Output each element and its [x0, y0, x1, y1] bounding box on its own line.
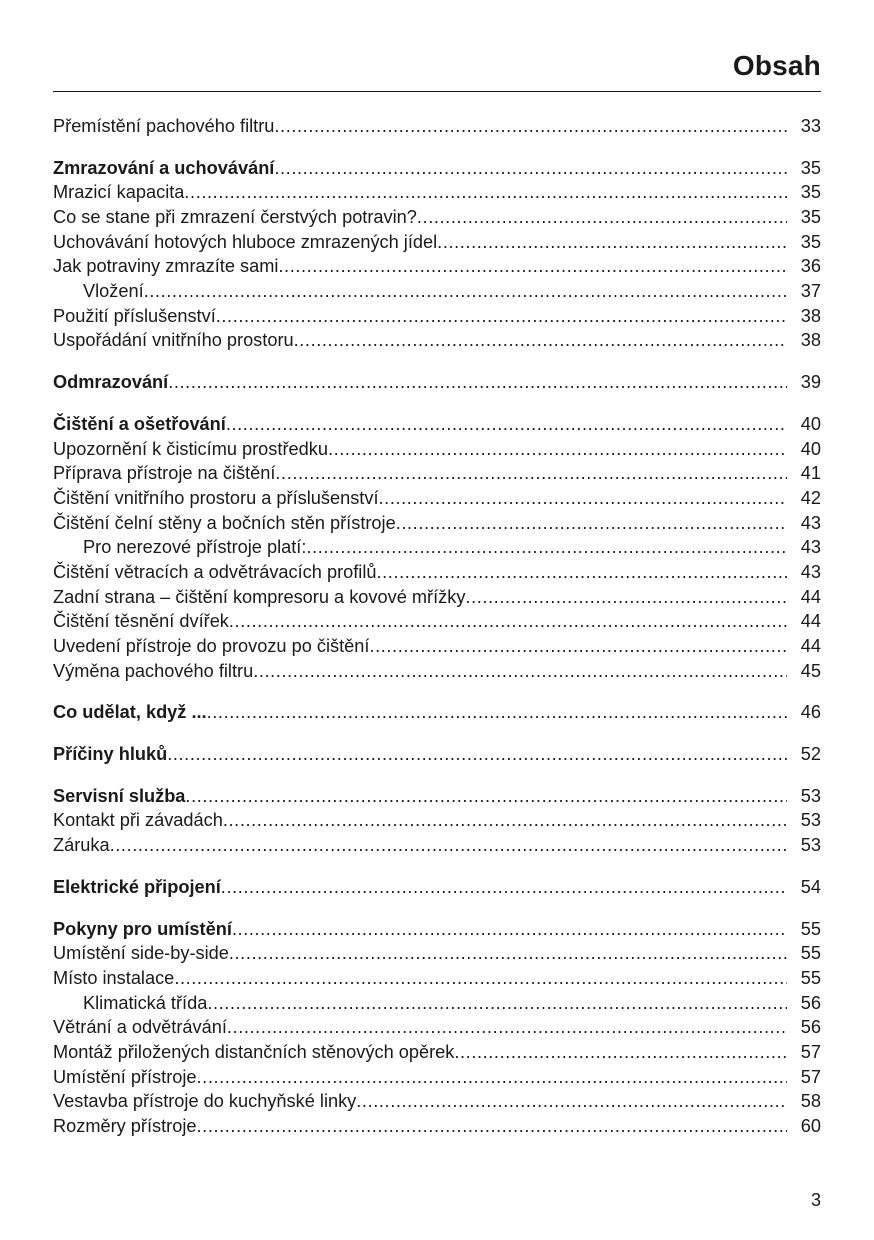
toc-entry-title: Pro nerezové přístroje platí:: [83, 537, 307, 558]
toc-entry[interactable]: [53, 486, 821, 511]
toc-entry[interactable]: [53, 966, 821, 991]
toc-entry-title: Větrání a odvětrávání: [53, 1017, 227, 1038]
toc-entry[interactable]: [53, 560, 821, 585]
toc-page-number: 53: [800, 835, 821, 856]
toc-entry[interactable]: [53, 511, 821, 536]
toc-page-number: 44: [800, 586, 821, 607]
dot-leader: [167, 742, 787, 767]
toc-section: [53, 742, 821, 767]
toc-entry-title: Kontakt při závadách: [53, 810, 223, 831]
toc-entry-title: Přemístění pachového filtru: [53, 115, 275, 136]
toc-entry-title: Čištění těsnění dvířek: [53, 611, 229, 632]
toc-entry-title: Mrazicí kapacita: [53, 182, 185, 203]
toc-entry[interactable]: [53, 1065, 821, 1090]
toc-entry-title: Čištění a ošetřování: [53, 413, 226, 434]
dot-leader: [377, 560, 788, 585]
toc-entry[interactable]: [53, 329, 821, 354]
toc-chapter-entry[interactable]: [53, 700, 821, 725]
table-of-contents: [53, 114, 821, 1156]
toc-entry-title: Rozměry přístroje: [53, 1116, 197, 1137]
dot-leader: [437, 230, 787, 255]
toc-page-number: 39: [800, 372, 821, 393]
toc-page-number: 52: [800, 744, 821, 765]
toc-entry-title: Co udělat, když ...: [53, 702, 207, 723]
dot-leader: [207, 700, 787, 725]
dot-leader: [454, 1040, 787, 1065]
toc-section: [53, 156, 821, 354]
dot-leader: [294, 328, 787, 353]
toc-chapter-entry[interactable]: [53, 370, 821, 395]
toc-section: [53, 917, 821, 1139]
page-number: 3: [810, 1190, 821, 1210]
toc-entry-title: Příprava přístroje na čištění: [53, 463, 276, 484]
title-divider: [53, 91, 821, 92]
toc-page-number: 35: [800, 231, 821, 252]
dot-leader: [274, 114, 787, 139]
dot-leader: [379, 486, 787, 511]
toc-entry-title: Příčiny hluků: [53, 744, 168, 765]
toc-entry[interactable]: [53, 180, 821, 205]
toc-chapter-entry[interactable]: [53, 784, 821, 809]
toc-page-number: 40: [800, 438, 821, 459]
dot-leader: [221, 875, 787, 900]
dot-leader: [275, 461, 787, 486]
toc-entry-title: Pokyny pro umístění: [53, 918, 232, 939]
toc-entry[interactable]: [53, 585, 821, 610]
dot-leader: [356, 1089, 787, 1114]
toc-entry[interactable]: [53, 205, 821, 230]
toc-page-number: 53: [800, 810, 821, 831]
toc-page-number: 57: [800, 1041, 821, 1062]
toc-entry-title: Servisní služba: [53, 785, 186, 806]
toc-page-number: 57: [800, 1066, 821, 1087]
dot-leader: [144, 279, 787, 304]
toc-section: [53, 114, 821, 139]
toc-page-number: 42: [800, 487, 821, 508]
toc-entry[interactable]: [53, 609, 821, 634]
dot-leader: [369, 634, 787, 659]
dot-leader: [223, 808, 787, 833]
toc-entry[interactable]: [53, 437, 821, 462]
toc-entry[interactable]: [53, 304, 821, 329]
toc-entry-title: Umístění side-by-side: [53, 943, 229, 964]
toc-entry-title: Zadní strana – čištění kompresoru a kovové mřížky: [53, 586, 466, 607]
toc-entry-title: Umístění přístroje: [53, 1066, 197, 1087]
toc-page-number: 55: [800, 943, 821, 964]
dot-leader: [197, 1114, 787, 1139]
toc-entry[interactable]: [53, 634, 821, 659]
toc-page-number: 55: [800, 967, 821, 988]
toc-page-number: 38: [800, 305, 821, 326]
toc-page-number: 33: [800, 115, 821, 136]
toc-entry-title: Uspořádání vnitřního prostoru: [53, 330, 294, 351]
toc-entry-title: Elektrické připojení: [53, 876, 221, 897]
toc-page-number: 38: [800, 330, 821, 351]
dot-leader: [396, 511, 787, 536]
toc-chapter-entry[interactable]: [53, 917, 821, 942]
toc-entry-title: Uvedení přístroje do provozu po čištění: [53, 636, 370, 657]
toc-page-number: 58: [800, 1091, 821, 1112]
dot-leader: [328, 437, 787, 462]
toc-entry-title: Montáž přiložených distančních stěnových opěrek: [53, 1041, 455, 1062]
dot-leader: [216, 304, 787, 329]
toc-entry-title: Záruka: [53, 835, 110, 856]
dot-leader: [207, 991, 787, 1016]
toc-entry-title: Odmrazování: [53, 372, 169, 393]
toc-page-number: 43: [800, 561, 821, 582]
toc-entry[interactable]: [53, 1114, 821, 1139]
toc-entry-title: Čištění vnitřního prostoru a příslušenství: [53, 487, 379, 508]
dot-leader: [174, 966, 787, 991]
toc-entry-title: Jak potraviny zmrazíte sami: [53, 256, 279, 277]
toc-page-number: 35: [800, 157, 821, 178]
toc-entry[interactable]: [53, 1089, 821, 1114]
page-title: Obsah: [732, 50, 821, 81]
dot-leader: [168, 370, 787, 395]
toc-page-number: 60: [800, 1116, 821, 1137]
dot-leader: [306, 535, 787, 560]
toc-entry-title: Místo instalace: [53, 967, 175, 988]
toc-page-number: 56: [800, 992, 821, 1013]
toc-section: [53, 784, 821, 858]
toc-page-number: 46: [800, 702, 821, 723]
toc-entry-title: Vestavba přístroje do kuchyňské linky: [53, 1091, 357, 1112]
toc-entry-title: Co se stane při zmrazení čerstvých potravin?: [53, 207, 417, 228]
toc-entry-title: Zmrazování a uchovávání: [53, 157, 275, 178]
toc-section: [53, 875, 821, 900]
toc-page-number: 53: [800, 785, 821, 806]
toc-page-number: 35: [800, 207, 821, 228]
dot-leader: [184, 180, 787, 205]
toc-page-number: 54: [800, 876, 821, 897]
toc-page-number: 35: [800, 182, 821, 203]
toc-entry[interactable]: [53, 461, 821, 486]
dot-leader: [197, 1065, 787, 1090]
toc-subsection-entry[interactable]: [53, 991, 821, 1016]
toc-page-number: 55: [800, 918, 821, 939]
toc-entry-title: Použití příslušenství: [53, 305, 216, 326]
toc-entry[interactable]: [53, 1015, 821, 1040]
dot-leader: [278, 254, 787, 279]
toc-chapter-entry[interactable]: [53, 412, 821, 437]
dot-leader: [229, 941, 787, 966]
toc-entry-title: Upozornění k čisticímu prostředku: [53, 438, 328, 459]
dot-leader: [110, 833, 787, 858]
dot-leader: [417, 205, 787, 230]
toc-entry-title: Uchovávání hotových hluboce zmrazených jídel: [53, 231, 438, 252]
toc-subsection-entry[interactable]: [53, 535, 821, 560]
toc-chapter-entry[interactable]: [53, 156, 821, 181]
toc-subsection-entry[interactable]: [53, 279, 821, 304]
toc-entry-title: Čištění čelní stěny a bočních stěn přístroje: [53, 512, 396, 533]
toc-page-number: 43: [800, 537, 821, 558]
dot-leader: [232, 917, 787, 942]
toc-section: [53, 412, 821, 684]
toc-entry[interactable]: [53, 254, 821, 279]
dot-leader: [465, 585, 787, 610]
dot-leader: [229, 609, 787, 634]
toc-entry[interactable]: [53, 833, 821, 858]
toc-entry[interactable]: [53, 809, 821, 834]
toc-page-number: 56: [800, 1017, 821, 1038]
dot-leader: [253, 659, 787, 684]
toc-entry-title: Klimatická třída: [83, 992, 208, 1013]
toc-page-number: 44: [800, 636, 821, 657]
toc-entry[interactable]: [53, 114, 821, 139]
toc-chapter-entry[interactable]: [53, 742, 821, 767]
toc-page-number: 37: [800, 281, 821, 302]
toc-entry-title: Výměna pachového filtru: [53, 660, 254, 681]
toc-entry[interactable]: [53, 230, 821, 255]
dot-leader: [274, 156, 787, 181]
toc-entry[interactable]: [53, 659, 821, 684]
toc-page-number: 44: [800, 611, 821, 632]
toc-entry[interactable]: [53, 1040, 821, 1065]
toc-entry-title: Čištění větracích a odvětrávacích profilů: [53, 561, 377, 582]
dot-leader: [226, 412, 787, 437]
dot-leader: [185, 784, 787, 809]
toc-section: [53, 370, 821, 395]
toc-section: [53, 700, 821, 725]
toc-entry-title: Vložení: [83, 281, 144, 302]
dot-leader: [227, 1015, 787, 1040]
toc-page-number: 36: [800, 256, 821, 277]
toc-page-number: 43: [800, 512, 821, 533]
toc-page-number: 40: [800, 413, 821, 434]
toc-page-number: 41: [800, 463, 821, 484]
toc-entry[interactable]: [53, 941, 821, 966]
toc-page-number: 45: [800, 660, 821, 681]
toc-chapter-entry[interactable]: [53, 875, 821, 900]
